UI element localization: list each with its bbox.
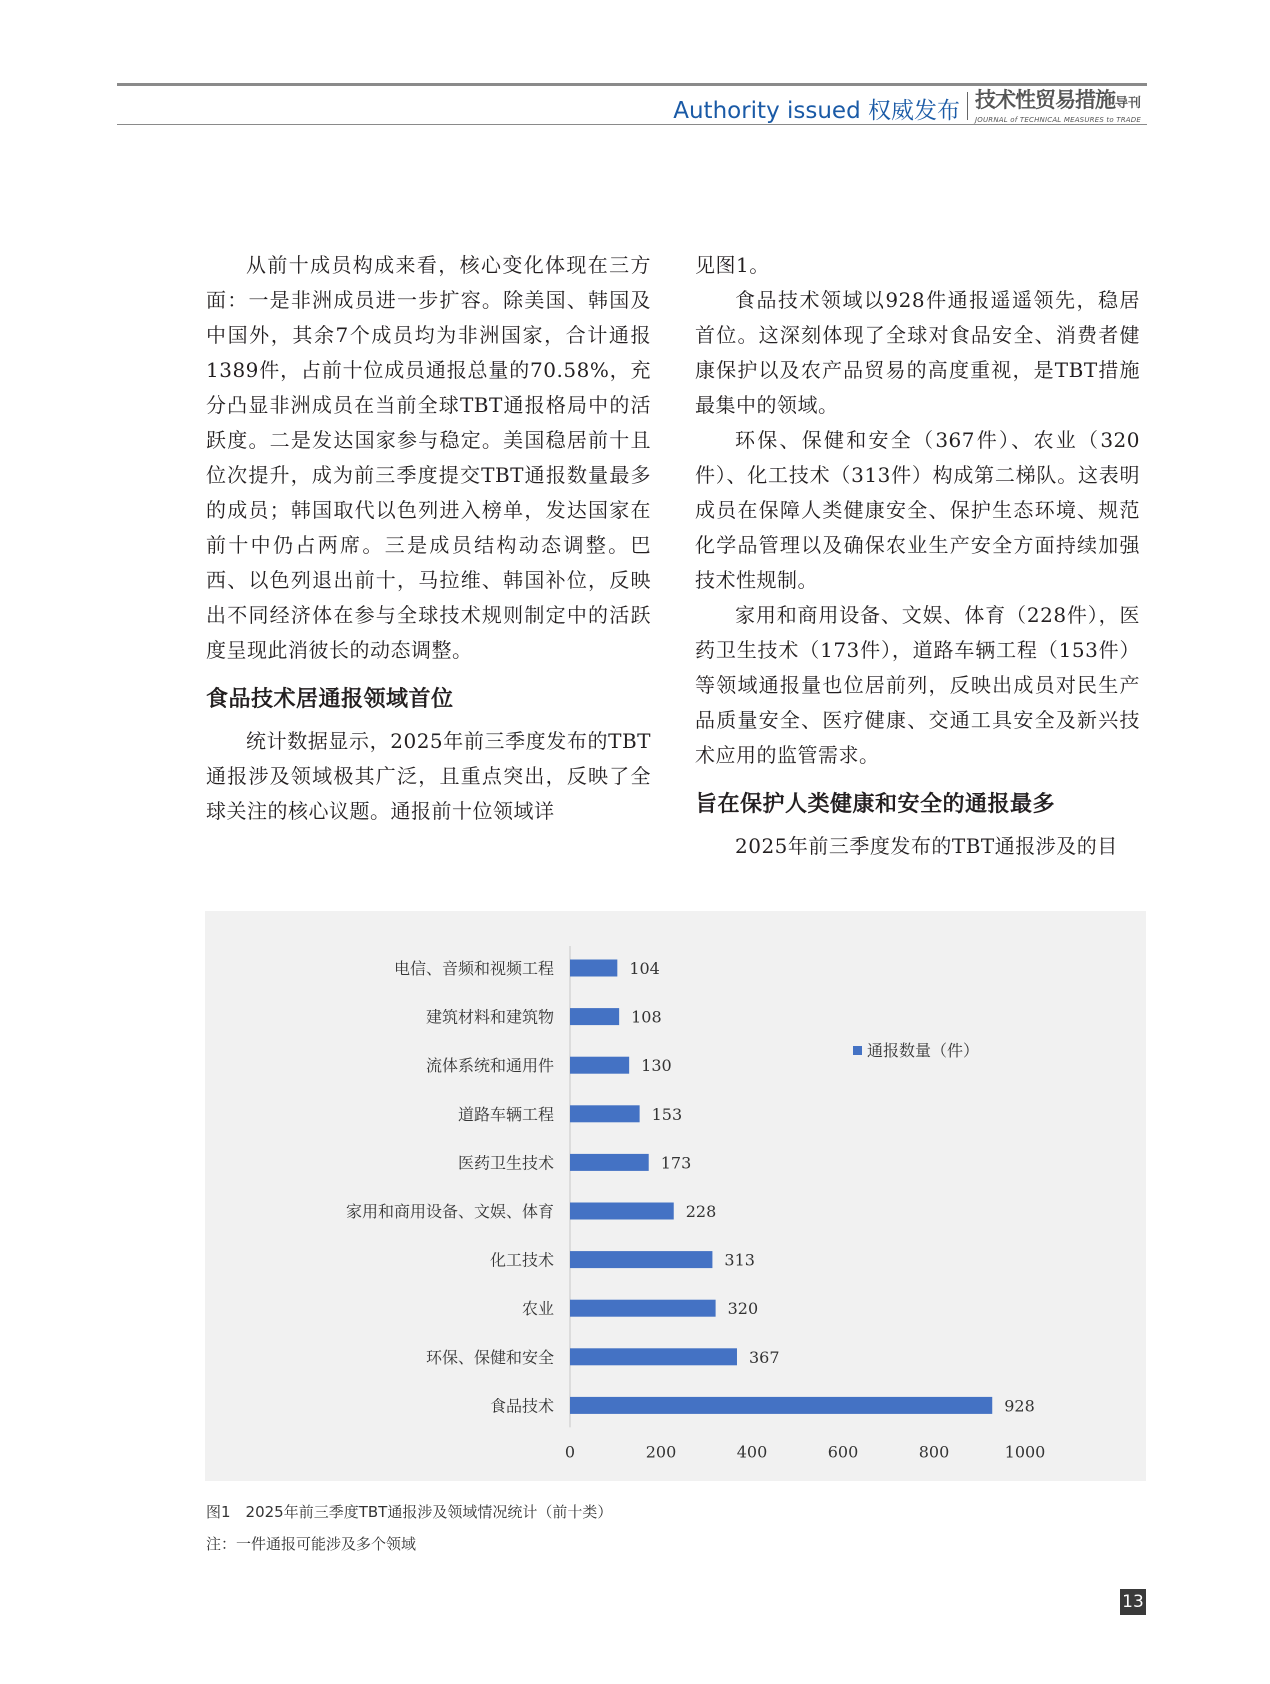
bar [570,1348,737,1365]
bar [570,1008,619,1025]
category-label: 环保、保健和安全 [425,1347,554,1367]
category-label: 食品技术 [489,1396,554,1416]
legend-label: 通报数量（件） [867,1041,980,1060]
x-tick-label: 400 [736,1442,768,1462]
journal-name-suffix: 导刊 [1115,96,1142,111]
journal-name-en: JOURNAL of TECHNICAL MEASURES to TRADE [975,116,1142,124]
data-label: 173 [660,1153,692,1173]
data-label: 108 [631,1007,662,1027]
right-paragraph-1: 食品技术领域以928件通报遥遥领先，稳居首位。这深刻体现了全球对食品安全、消费者健康保护以及农产品贸易的高度重视，是TBT措施最集中的领域。 [695,288,1140,417]
data-label: 367 [748,1347,780,1367]
bar [570,1154,649,1171]
bar [570,1057,629,1074]
data-label: 228 [685,1202,717,1221]
category-label: 农业 [521,1299,554,1319]
left-paragraph-2: 统计数据显示，2025年前三季度发布的TBT通报涉及领域极其广泛，且重点突出，反映了全球关注的核心议题。通报前十位领域详 [206,729,651,823]
bar [570,1105,640,1122]
data-label: 153 [651,1104,683,1124]
x-tick-label: 1000 [1004,1442,1046,1462]
category-label: 电信、音频和视频工程 [393,959,554,978]
x-tick-label: 800 [918,1442,950,1462]
bar [570,1203,674,1220]
bar [570,1251,712,1268]
right-column [695,248,1140,864]
section-title: Authority issued 权威发布 [673,98,960,124]
bar [570,1397,992,1414]
header-rule-top [117,83,1147,86]
x-tick-label: 0 [564,1442,576,1462]
journal-logo [975,88,1147,125]
category-label: 家用和商用设备、文娱、体育 [345,1202,554,1221]
data-label: 104 [629,959,660,978]
header-divider [967,92,968,120]
data-label: 928 [1004,1396,1035,1416]
data-label: 130 [641,1056,672,1076]
section-heading-food: 食品技术居通报领域首位 [206,687,454,712]
right-paragraph-2: 环保、保健和安全（367件）、农业（320件）、化工技术（313件）构成第二梯队。这表明成员在保障人类健康安全、保护生态环境、规范化学品管理以及确保农业生产安全方面持续加强技术性规制。 [695,428,1140,592]
figure-note: 注：一件通报可能涉及多个领域 [206,1535,417,1553]
left-paragraph-1: 从前十成员构成来看，核心变化体现在三方面：一是非洲成员进一步扩容。除美国、韩国及中国外，其余7个成员均为非洲国家，合计通报1389件，占前十位成员通报总量的70.58%，充分凸显非洲成员在当前全球TBT通报格局中的活跃度。二是发达国家参与稳定。美国稳居前十且位次提升，成为前三季度提交TBT通报数量最多的成员；韩国取代以色列进入榜单，发达国家在前十中仍占两席。三是成员结构动态调整。巴西、以色列退出前十，马拉维、韩国补位，反映出不同经济体在参与全球技术规则制定中的活跃度呈现此消彼长的动态调整。 [206,253,651,662]
left-column [206,248,651,829]
legend-swatch [853,1046,862,1055]
journal-logo-cn [975,88,1147,116]
header-rule-bottom [117,124,1147,125]
right-paragraph-3: 家用和商用设备、文娱、体育（228件），医药卫生技术（173件），道路车辆工程（153件）等领域通报量也位居前列，反映出成员对民生产品质量安全、医疗健康、交通工具安全及新兴技术应用的监管需求。 [695,603,1140,767]
page-number: 13 [1120,1589,1146,1615]
data-label: 320 [727,1299,759,1319]
category-label: 化工技术 [489,1250,554,1270]
category-label: 医药卫生技术 [457,1153,554,1173]
right-paragraph-0: 见图1。 [695,253,770,277]
data-label: 313 [724,1250,755,1270]
right-paragraph-4: 2025年前三季度发布的TBT通报涉及的目 [735,834,1118,858]
category-label: 建筑材料和建筑物 [425,1007,554,1027]
category-label: 流体系统和通用件 [425,1056,554,1076]
x-tick-label: 600 [827,1442,859,1462]
journal-name-cn: 技术性贸易措施 [975,88,1115,112]
bar-chart-svg [205,911,1146,1481]
bar-chart [205,911,1146,1481]
x-tick-label: 200 [645,1442,677,1462]
bar [570,960,617,977]
figure-caption: 图1 2025年前三季度TBT通报涉及领域情况统计（前十类） [206,1503,613,1521]
category-label: 道路车辆工程 [457,1104,554,1124]
section-heading-health: 旨在保护人类健康和安全的通报最多 [695,792,1056,817]
bar [570,1300,716,1317]
